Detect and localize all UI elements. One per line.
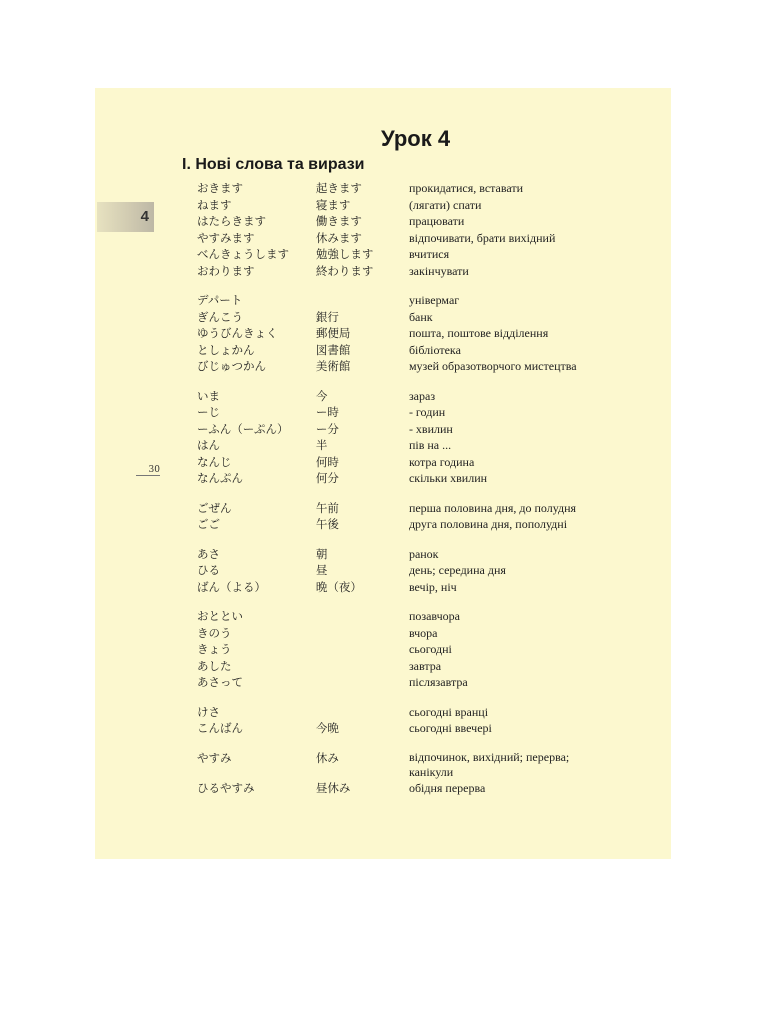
vocab-kana: ーじ: [197, 405, 220, 419]
vocab-row: [197, 720, 607, 737]
vocab-kana: おととい: [197, 609, 243, 623]
vocab-meaning: працювати: [408, 214, 465, 228]
lesson-title: Урок 4: [381, 126, 451, 151]
vocab-meaning: пошта, поштове відділення: [408, 326, 549, 340]
vocab-row: [197, 180, 607, 197]
vocab-meaning: (лягати) спати: [408, 197, 482, 212]
vocab-meaning: післязавтра: [408, 675, 468, 689]
vocab-kanji: 午後: [315, 517, 339, 531]
vocab-kana: ねます: [197, 197, 232, 212]
vocab-kana: はん: [197, 438, 220, 452]
vocab-kanji: 午前: [315, 500, 339, 515]
vocab-kanji: [316, 292, 409, 309]
vocab-kanji: 何時: [315, 454, 339, 469]
vocab-kanji: 昼: [315, 563, 328, 577]
vocab-kana: あさ: [197, 546, 220, 561]
vocab-kana: きのう: [197, 625, 232, 640]
vocab-row: [197, 421, 607, 438]
vocab-meaning: банк: [408, 309, 433, 324]
vocab-meaning: універмаг: [408, 293, 460, 307]
vocab-kana: はたらきます: [197, 214, 266, 228]
vocab-meaning: вечір, ніч: [408, 579, 457, 594]
vocab-kana: やすみます: [197, 230, 255, 245]
vocab-row: [197, 404, 607, 421]
vocab-row: [197, 500, 607, 517]
vocab-kanji: [316, 704, 409, 721]
vocab-kanji: 寝ます: [315, 197, 351, 212]
vocab-row: [197, 641, 607, 658]
vocab-kanji: 郵便局: [315, 326, 351, 340]
vocab-kana: デパート: [197, 293, 243, 307]
vocab-row: [197, 579, 607, 596]
vocab-kana: ひるやすみ: [197, 780, 255, 795]
vocab-kana: べんきょうします: [197, 247, 289, 261]
vocab-kanji: 勉強します: [315, 247, 374, 261]
vocab-kana: あした: [197, 658, 232, 673]
vocab-kanji: 起きます: [315, 181, 362, 195]
vocab-kana: きょう: [197, 642, 232, 656]
vocab-row: [197, 263, 607, 280]
vocab-row: [197, 197, 607, 214]
vocab-meaning: сьогодні ввечері: [408, 721, 492, 735]
vocab-row: [197, 309, 607, 326]
vocab-meaning: день; середина дня: [408, 563, 506, 577]
vocab-row: [197, 704, 607, 721]
vocab-kana: けさ: [197, 704, 220, 719]
vocab-kana: あさって: [197, 675, 243, 689]
vocab-group: [197, 704, 607, 737]
vocab-row: [197, 230, 607, 247]
chapter-tab-number: 4: [140, 208, 149, 225]
vocab-meaning: ранок: [408, 546, 439, 561]
vocab-meaning: котра година: [408, 454, 475, 469]
vocab-kanji: 晩（夜）: [315, 579, 362, 594]
chapter-tab: [97, 202, 154, 232]
vocab-kana: おきます: [197, 181, 243, 195]
vocab-row: [197, 454, 607, 471]
vocab-row: [197, 292, 607, 309]
vocab-kanji: 何分: [315, 471, 339, 485]
vocab-meaning: сьогодні вранці: [408, 704, 489, 719]
vocab-meaning: музей образотворчого мистецтва: [408, 359, 577, 373]
vocab-meaning: відпочивати, брати вихідний: [408, 230, 556, 245]
page-number: 30: [136, 465, 160, 476]
vocab-row: [197, 546, 607, 563]
vocab-group: [197, 500, 607, 533]
vocab-kana: おわります: [197, 263, 255, 278]
vocabulary-list: [197, 180, 607, 809]
vocab-row: [197, 213, 607, 230]
vocab-kanji: 銀行: [315, 309, 339, 324]
vocab-kana: ばん（よる）: [197, 579, 266, 594]
vocab-kanji: 朝: [315, 546, 328, 561]
vocab-row: [197, 750, 607, 780]
vocab-row: [197, 674, 607, 691]
vocab-kana: なんじ: [197, 454, 232, 469]
vocab-meaning: скільки хвилин: [408, 471, 488, 485]
vocab-row: [197, 608, 607, 625]
vocab-kana: なんぷん: [197, 471, 243, 485]
vocab-meaning: вчора: [408, 625, 438, 640]
vocab-row: [197, 342, 607, 359]
vocab-kanji: [316, 608, 409, 625]
vocab-kanji: 半: [315, 438, 328, 452]
vocab-kana: ごご: [197, 517, 220, 531]
vocab-group: [197, 292, 607, 375]
vocab-row: [197, 358, 607, 375]
vocab-meaning: відпочинок, вихідний; перерва; канікули: [408, 749, 570, 779]
vocab-meaning: завтра: [408, 658, 442, 673]
section-title: I. Нові слова та вирази: [182, 156, 365, 173]
vocab-kanji: 図書館: [315, 342, 351, 357]
vocab-group: [197, 388, 607, 487]
vocab-meaning: - годин: [408, 405, 446, 419]
vocab-meaning: сьогодні: [408, 642, 452, 656]
vocab-group: [197, 608, 607, 691]
vocab-row: [197, 625, 607, 642]
vocab-kana: こんばん: [197, 721, 243, 735]
vocab-row: [197, 562, 607, 579]
vocab-kanji: 終わります: [315, 263, 374, 278]
vocab-kanji: ー時: [315, 405, 339, 419]
vocab-meaning: обідня перерва: [408, 780, 486, 795]
vocab-kana: ゆうびんきょく: [197, 326, 278, 340]
vocab-meaning: позавчора: [408, 609, 460, 623]
vocab-row: [197, 325, 607, 342]
vocab-kanji: 休み: [315, 750, 339, 765]
vocab-kanji: [316, 625, 409, 642]
vocab-meaning: бібліотека: [408, 342, 461, 357]
vocab-kanji: 今: [315, 388, 328, 403]
vocab-meaning: друга половина дня, пополудні: [408, 517, 568, 531]
vocab-row: [197, 516, 607, 533]
vocab-meaning: прокидатися, вставати: [408, 181, 524, 195]
vocab-group: [197, 180, 607, 279]
vocab-kanji: 働きます: [315, 214, 362, 228]
vocab-row: [197, 658, 607, 675]
vocab-kana: いま: [197, 388, 220, 403]
vocab-meaning: вчитися: [408, 247, 450, 261]
vocab-meaning: пів на ...: [408, 438, 452, 452]
vocab-group: [197, 546, 607, 596]
vocab-row: [197, 470, 607, 487]
vocab-row: [197, 437, 607, 454]
vocab-kana: ひる: [197, 563, 220, 577]
vocab-row: [197, 246, 607, 263]
vocab-kana: ぎんこう: [197, 309, 243, 324]
vocab-kanji: 休みます: [315, 230, 362, 245]
vocab-kanji: 今晩: [315, 721, 339, 735]
vocab-kanji: [316, 674, 409, 691]
vocab-kana: びじゅつかん: [197, 359, 266, 373]
vocab-row: [197, 388, 607, 405]
vocab-meaning: перша половина дня, до полудня: [408, 500, 577, 515]
vocab-meaning: - хвилин: [408, 421, 453, 436]
vocab-meaning: закінчувати: [408, 263, 469, 278]
vocab-kana: としょかん: [197, 342, 255, 357]
vocab-kana: やすみ: [197, 750, 232, 765]
vocab-kana: ーふん（ーぷん）: [197, 421, 289, 436]
vocab-kanji: ー分: [315, 421, 339, 436]
vocab-meaning: зараз: [408, 388, 436, 403]
vocab-kanji: [316, 658, 409, 675]
vocab-kanji: [316, 641, 409, 658]
vocab-kana: ごぜん: [197, 500, 232, 515]
vocab-kanji: 昼休み: [315, 780, 351, 795]
vocab-kanji: 美術館: [315, 359, 351, 373]
vocab-row: [197, 780, 607, 797]
vocab-group: [197, 750, 607, 797]
